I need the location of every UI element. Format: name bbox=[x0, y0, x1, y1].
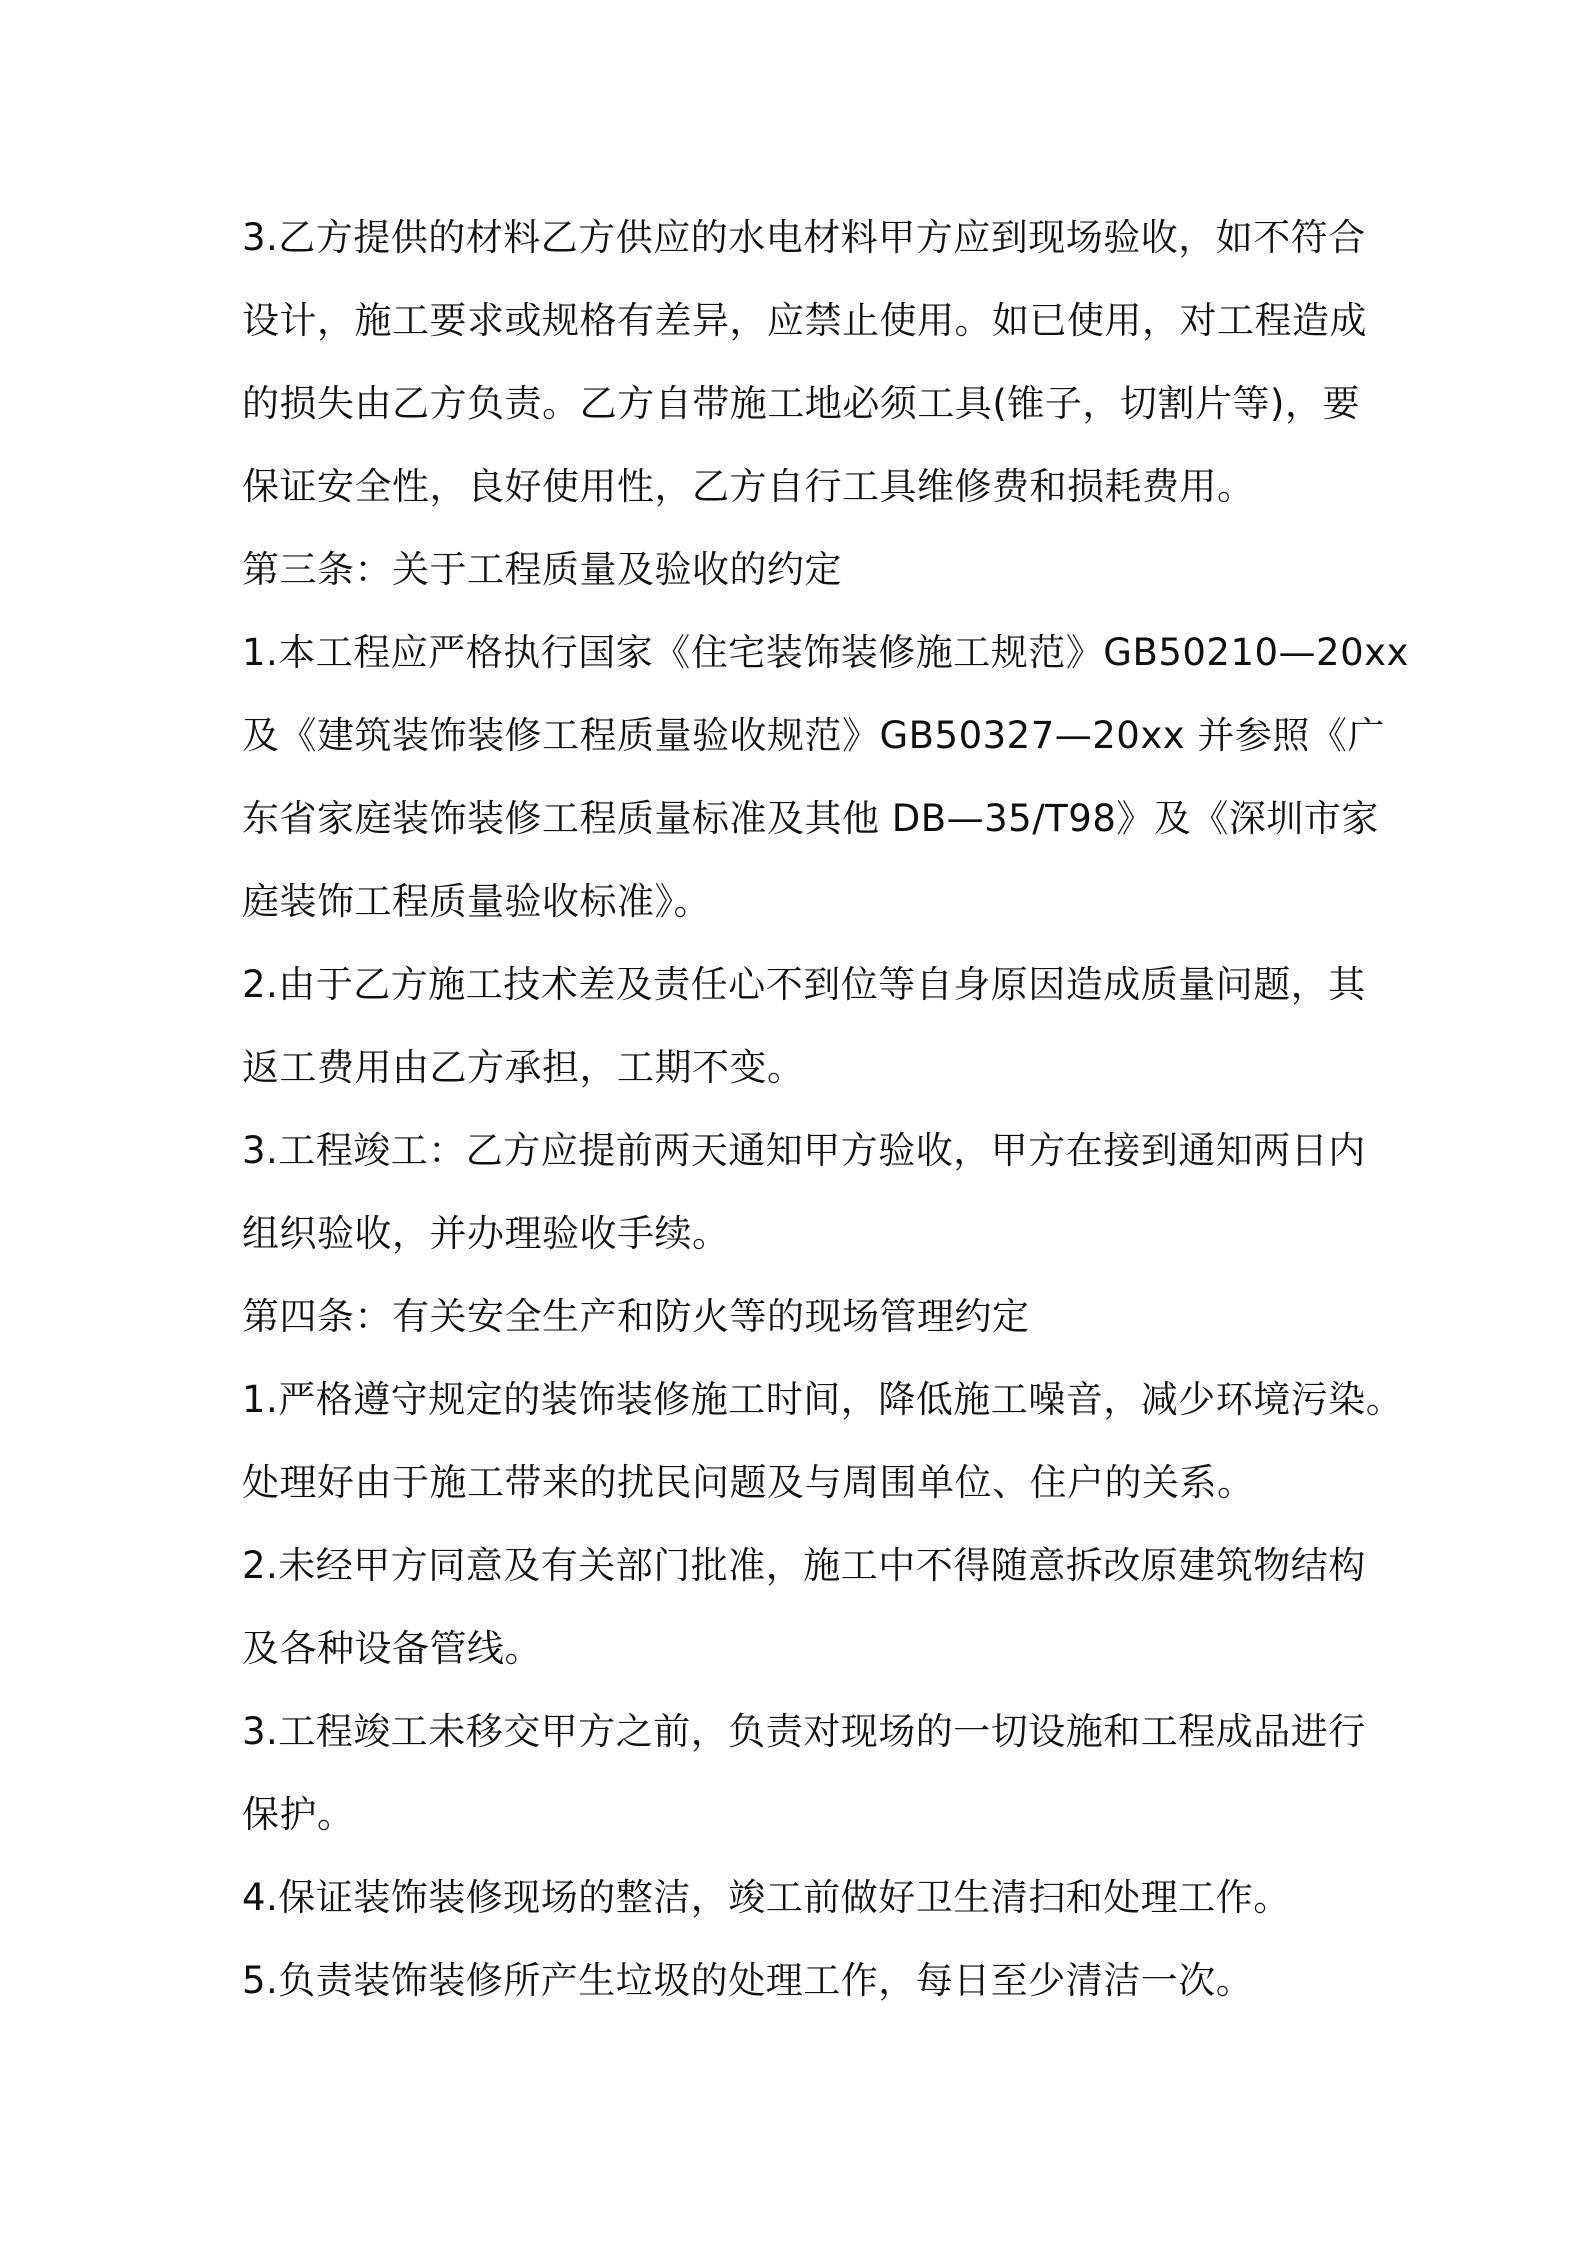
document-body bbox=[242, 196, 1409, 2022]
text-line: 3.工程竣工：乙方应提前两天通知甲方验收，甲方在接到通知两日内 bbox=[242, 1129, 1366, 1172]
text-line: 处理好由于施工带来的扰民问题及与周围单位、住户的关系。 bbox=[242, 1461, 1255, 1504]
text-line: 1.严格遵守规定的装饰装修施工时间，降低施工噪音，减少环境污染。 bbox=[242, 1378, 1404, 1421]
text-line: 2.未经甲方同意及有关部门批准，施工中不得随意拆改原建筑物结构 bbox=[242, 1544, 1366, 1587]
text-line: 3.工程竣工未移交甲方之前，负责对现场的一切设施和工程成品进行 bbox=[242, 1710, 1366, 1753]
text-line: 保护。 bbox=[242, 1793, 355, 1836]
text-line: 5.负责装饰装修所产生垃圾的处理工作，每日至少清洁一次。 bbox=[242, 1959, 1254, 2002]
paragraph-materials bbox=[242, 196, 1367, 528]
text-line: 返工费用由乙方承担，工期不变。 bbox=[242, 1046, 805, 1089]
section-heading-article-3 bbox=[242, 528, 1360, 611]
paragraph-standards bbox=[242, 611, 1409, 943]
heading-text: 第三条：关于工程质量及验收的约定 bbox=[242, 548, 842, 591]
paragraph-construction-hours bbox=[242, 1358, 1404, 1524]
text-line: 2.由于乙方施工技术差及责任心不到位等自身原因造成质量问题，其 bbox=[242, 963, 1366, 1006]
heading-text: 第四条：有关安全生产和防火等的现场管理约定 bbox=[242, 1295, 1030, 1338]
text-line: 及《建筑装饰装修工程质量验收规范》GB50327—20xx 并参照《广 bbox=[242, 714, 1385, 757]
paragraph-rework-cost bbox=[242, 943, 1366, 1109]
text-line: 4.保证装饰装修现场的整洁，竣工前做好卫生清扫和处理工作。 bbox=[242, 1876, 1291, 1919]
paragraph-structure-changes bbox=[242, 1524, 1366, 1690]
text-line: 庭装饰工程质量验收标准》。 bbox=[242, 880, 711, 923]
paragraph-waste-disposal bbox=[242, 1939, 1360, 2022]
text-line: 的损失由乙方负责。乙方自带施工地必须工具(锥子，切割片等)，要 bbox=[242, 382, 1360, 425]
text-line: 设计，施工要求或规格有差异，应禁止使用。如已使用，对工程造成 bbox=[242, 299, 1367, 342]
text-line: 东省家庭装饰装修工程质量标准及其他 DB—35/T98》及《深圳市家 bbox=[242, 797, 1379, 840]
text-line: 1.本工程应严格执行国家《住宅装饰装修施工规范》GB50210—20xx bbox=[242, 631, 1409, 674]
paragraph-completion bbox=[242, 1109, 1366, 1275]
paragraph-site-cleanliness bbox=[242, 1856, 1360, 1939]
section-heading-article-4 bbox=[242, 1275, 1360, 1358]
paragraph-site-protection bbox=[242, 1690, 1366, 1856]
text-line: 组织验收，并办理验收手续。 bbox=[242, 1212, 730, 1255]
text-line: 3.乙方提供的材料乙方供应的水电材料甲方应到现场验收，如不符合 bbox=[242, 216, 1366, 259]
text-line: 及各种设备管线。 bbox=[242, 1627, 542, 1670]
text-line: 保证安全性，良好使用性，乙方自行工具维修费和损耗费用。 bbox=[242, 465, 1255, 508]
